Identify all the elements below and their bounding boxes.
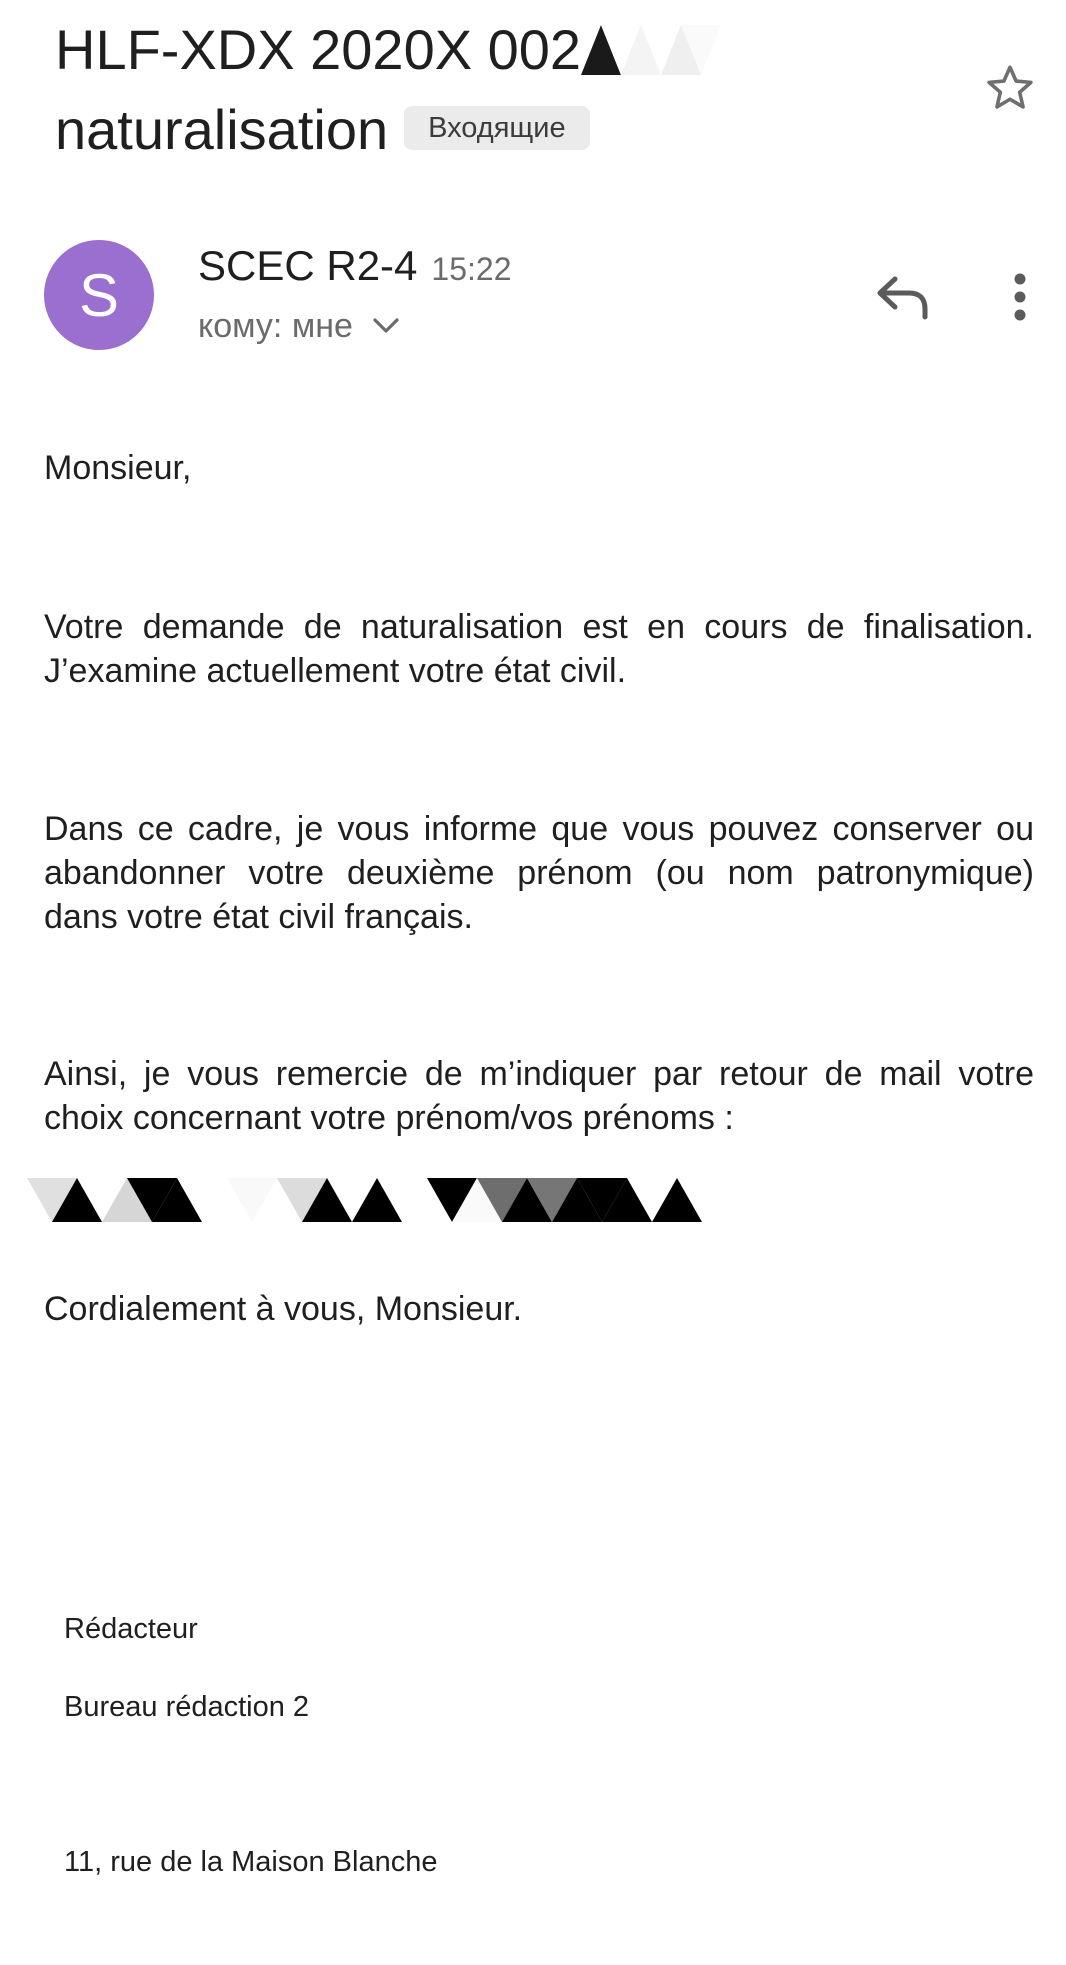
avatar-letter: S: [78, 261, 120, 329]
reply-button[interactable]: [868, 262, 938, 332]
sender-name[interactable]: SCEC R2-4: [198, 242, 418, 289]
recipient-label: кому: мне: [198, 307, 353, 345]
inbox-label-badge[interactable]: Входящие: [404, 106, 590, 150]
chevron-down-icon: [371, 316, 401, 336]
closing: Cordialement à vous, Monsieur.: [44, 1290, 523, 1328]
body-paragraph-2: Dans ce cadre, je vous informe que vous pouvez conserver ou abandonner votre deuxième prénom (ou nom patronymique) dans votre état civil français.: [44, 810, 1034, 936]
reply-icon: [875, 273, 931, 321]
redaction-mosaic: [581, 25, 731, 75]
signature-address: 11, rue de la Maison Blanche: [64, 1846, 438, 1878]
greeting: Monsieur,: [44, 449, 192, 487]
email-time: 15:22: [431, 251, 512, 287]
signature-role: Rédacteur: [64, 1613, 198, 1645]
redaction-mosaic: [27, 1176, 747, 1224]
more-options-button[interactable]: [1000, 262, 1040, 332]
star-outline-icon: [983, 61, 1037, 115]
recipient-toggle[interactable]: [198, 302, 401, 350]
sender-header: [198, 238, 511, 297]
body-paragraph-1: Votre demande de naturalisation est en cours de finalisation. J’examine actuellement votre état civil.: [44, 608, 1034, 690]
subject-line-2: [55, 90, 955, 170]
signature-bureau: Bureau rédaction 2: [64, 1691, 310, 1723]
body-paragraph-3: Ainsi, je vous remercie de m’indiquer par retour de mail votre choix concernant votre prénom/vos prénoms :: [44, 1055, 1034, 1137]
subject-code: HLF-XDX 2020X 002: [55, 18, 582, 81]
subject-word: naturalisation: [55, 98, 389, 161]
sender-avatar[interactable]: [44, 240, 154, 350]
subject-line-1: [55, 10, 955, 90]
email-subject: [55, 10, 955, 170]
more-vert-icon: [1013, 272, 1027, 322]
star-button[interactable]: [980, 58, 1040, 118]
